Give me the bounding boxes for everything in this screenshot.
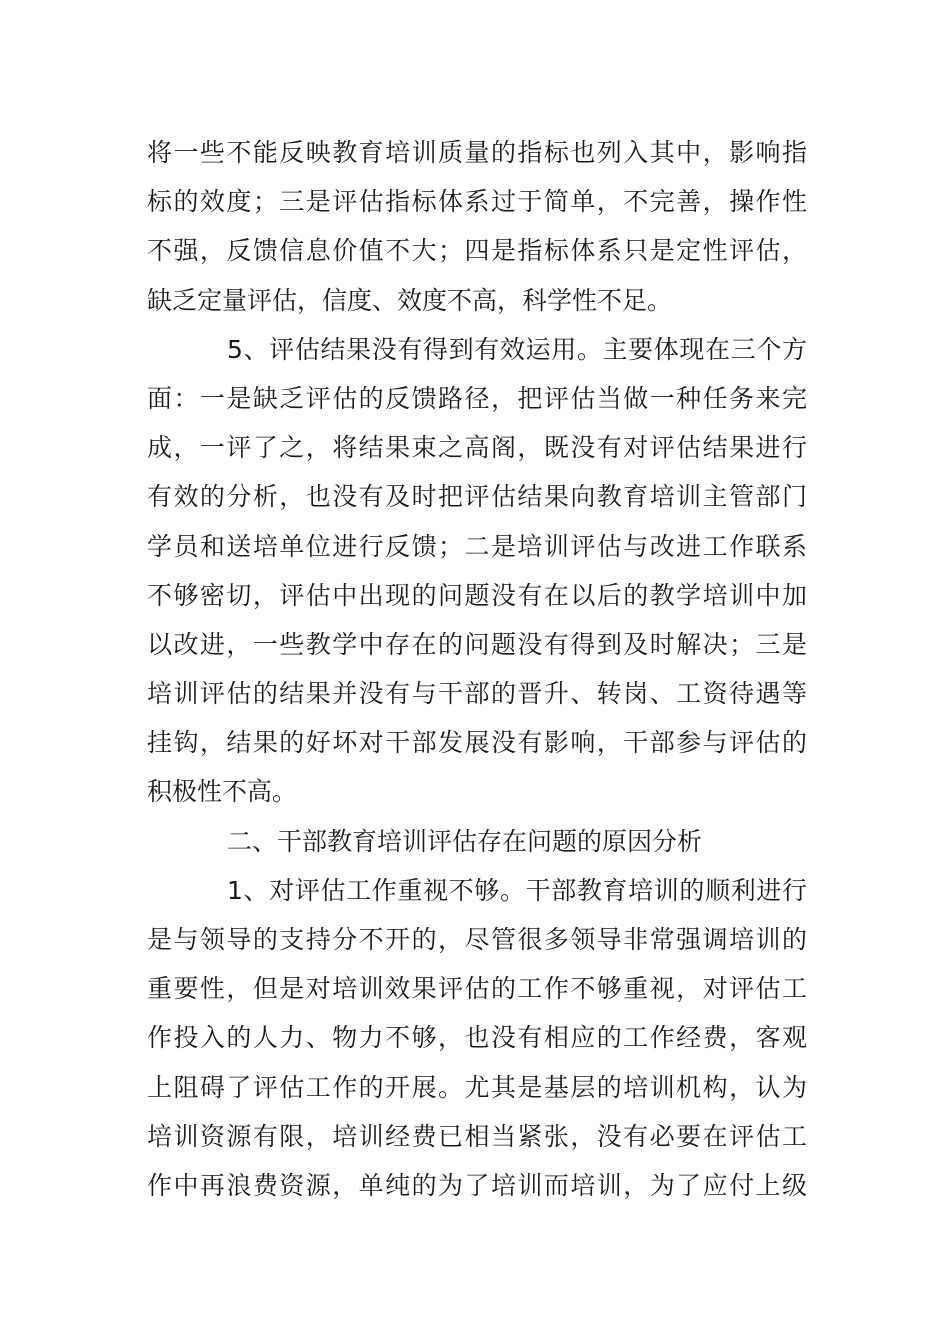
document-body <box>147 128 807 1210</box>
text-line: 作中再浪费资源，单纯的为了培训而培训，为了应付上级 <box>147 1170 807 1200</box>
text-line: 将一些不能反映教育培训质量的指标也列入其中，影响指 <box>147 138 807 167</box>
text-line: 以改进，一些教学中存在的问题没有得到及时解决；三是 <box>147 629 807 659</box>
text-line: 挂钩，结果的好坏对干部发展没有影响，干部参与评估的 <box>147 728 807 758</box>
text-line: 成，一评了之，将结果束之高阁，既没有对评估结果进行 <box>147 433 807 463</box>
text-line: 1、对评估工作重视不够。干部教育培训的顺利进行 <box>227 875 807 905</box>
text-line: 缺乏定量评估，信度、效度不高，科学性不足。 <box>147 285 673 315</box>
text-line: 不够密切，评估中出现的问题没有在以后的教学培训中加 <box>147 580 807 610</box>
text-line: 标的效度；三是评估指标体系过于简单，不完善，操作性 <box>147 187 807 217</box>
text-line: 重要性，但是对培训效果评估的工作不够重视，对评估工 <box>147 974 807 1004</box>
text-line: 有效的分析，也没有及时把评估结果向教育培训主管部门 <box>147 482 807 512</box>
text-line: 面：一是缺乏评估的反馈路径，把评估当做一种任务来完 <box>147 383 807 413</box>
text-line: 5、评估结果没有得到有效运用。主要体现在三个方 <box>227 334 807 364</box>
text-line: 培训资源有限，培训经费已相当紧张，没有必要在评估工 <box>147 1121 807 1151</box>
text-line: 是与领导的支持分不开的，尽管很多领导非常强调培训的 <box>147 925 807 954</box>
text-line: 上阻碍了评估工作的开展。尤其是基层的培训机构，认为 <box>147 1072 807 1102</box>
section-heading: 二、干部教育培训评估存在问题的原因分析 <box>227 826 703 856</box>
text-line: 作投入的人力、物力不够，也没有相应的工作经费，客观 <box>147 1023 807 1053</box>
text-line: 培训评估的结果并没有与干部的晋升、转岗、工资待遇等 <box>147 679 807 709</box>
text-line: 不强，反馈信息价值不大；四是指标体系只是定性评估， <box>147 236 807 266</box>
text-line: 学员和送培单位进行反馈；二是培训评估与改进工作联系 <box>147 531 807 561</box>
text-line: 积极性不高。 <box>147 777 298 807</box>
